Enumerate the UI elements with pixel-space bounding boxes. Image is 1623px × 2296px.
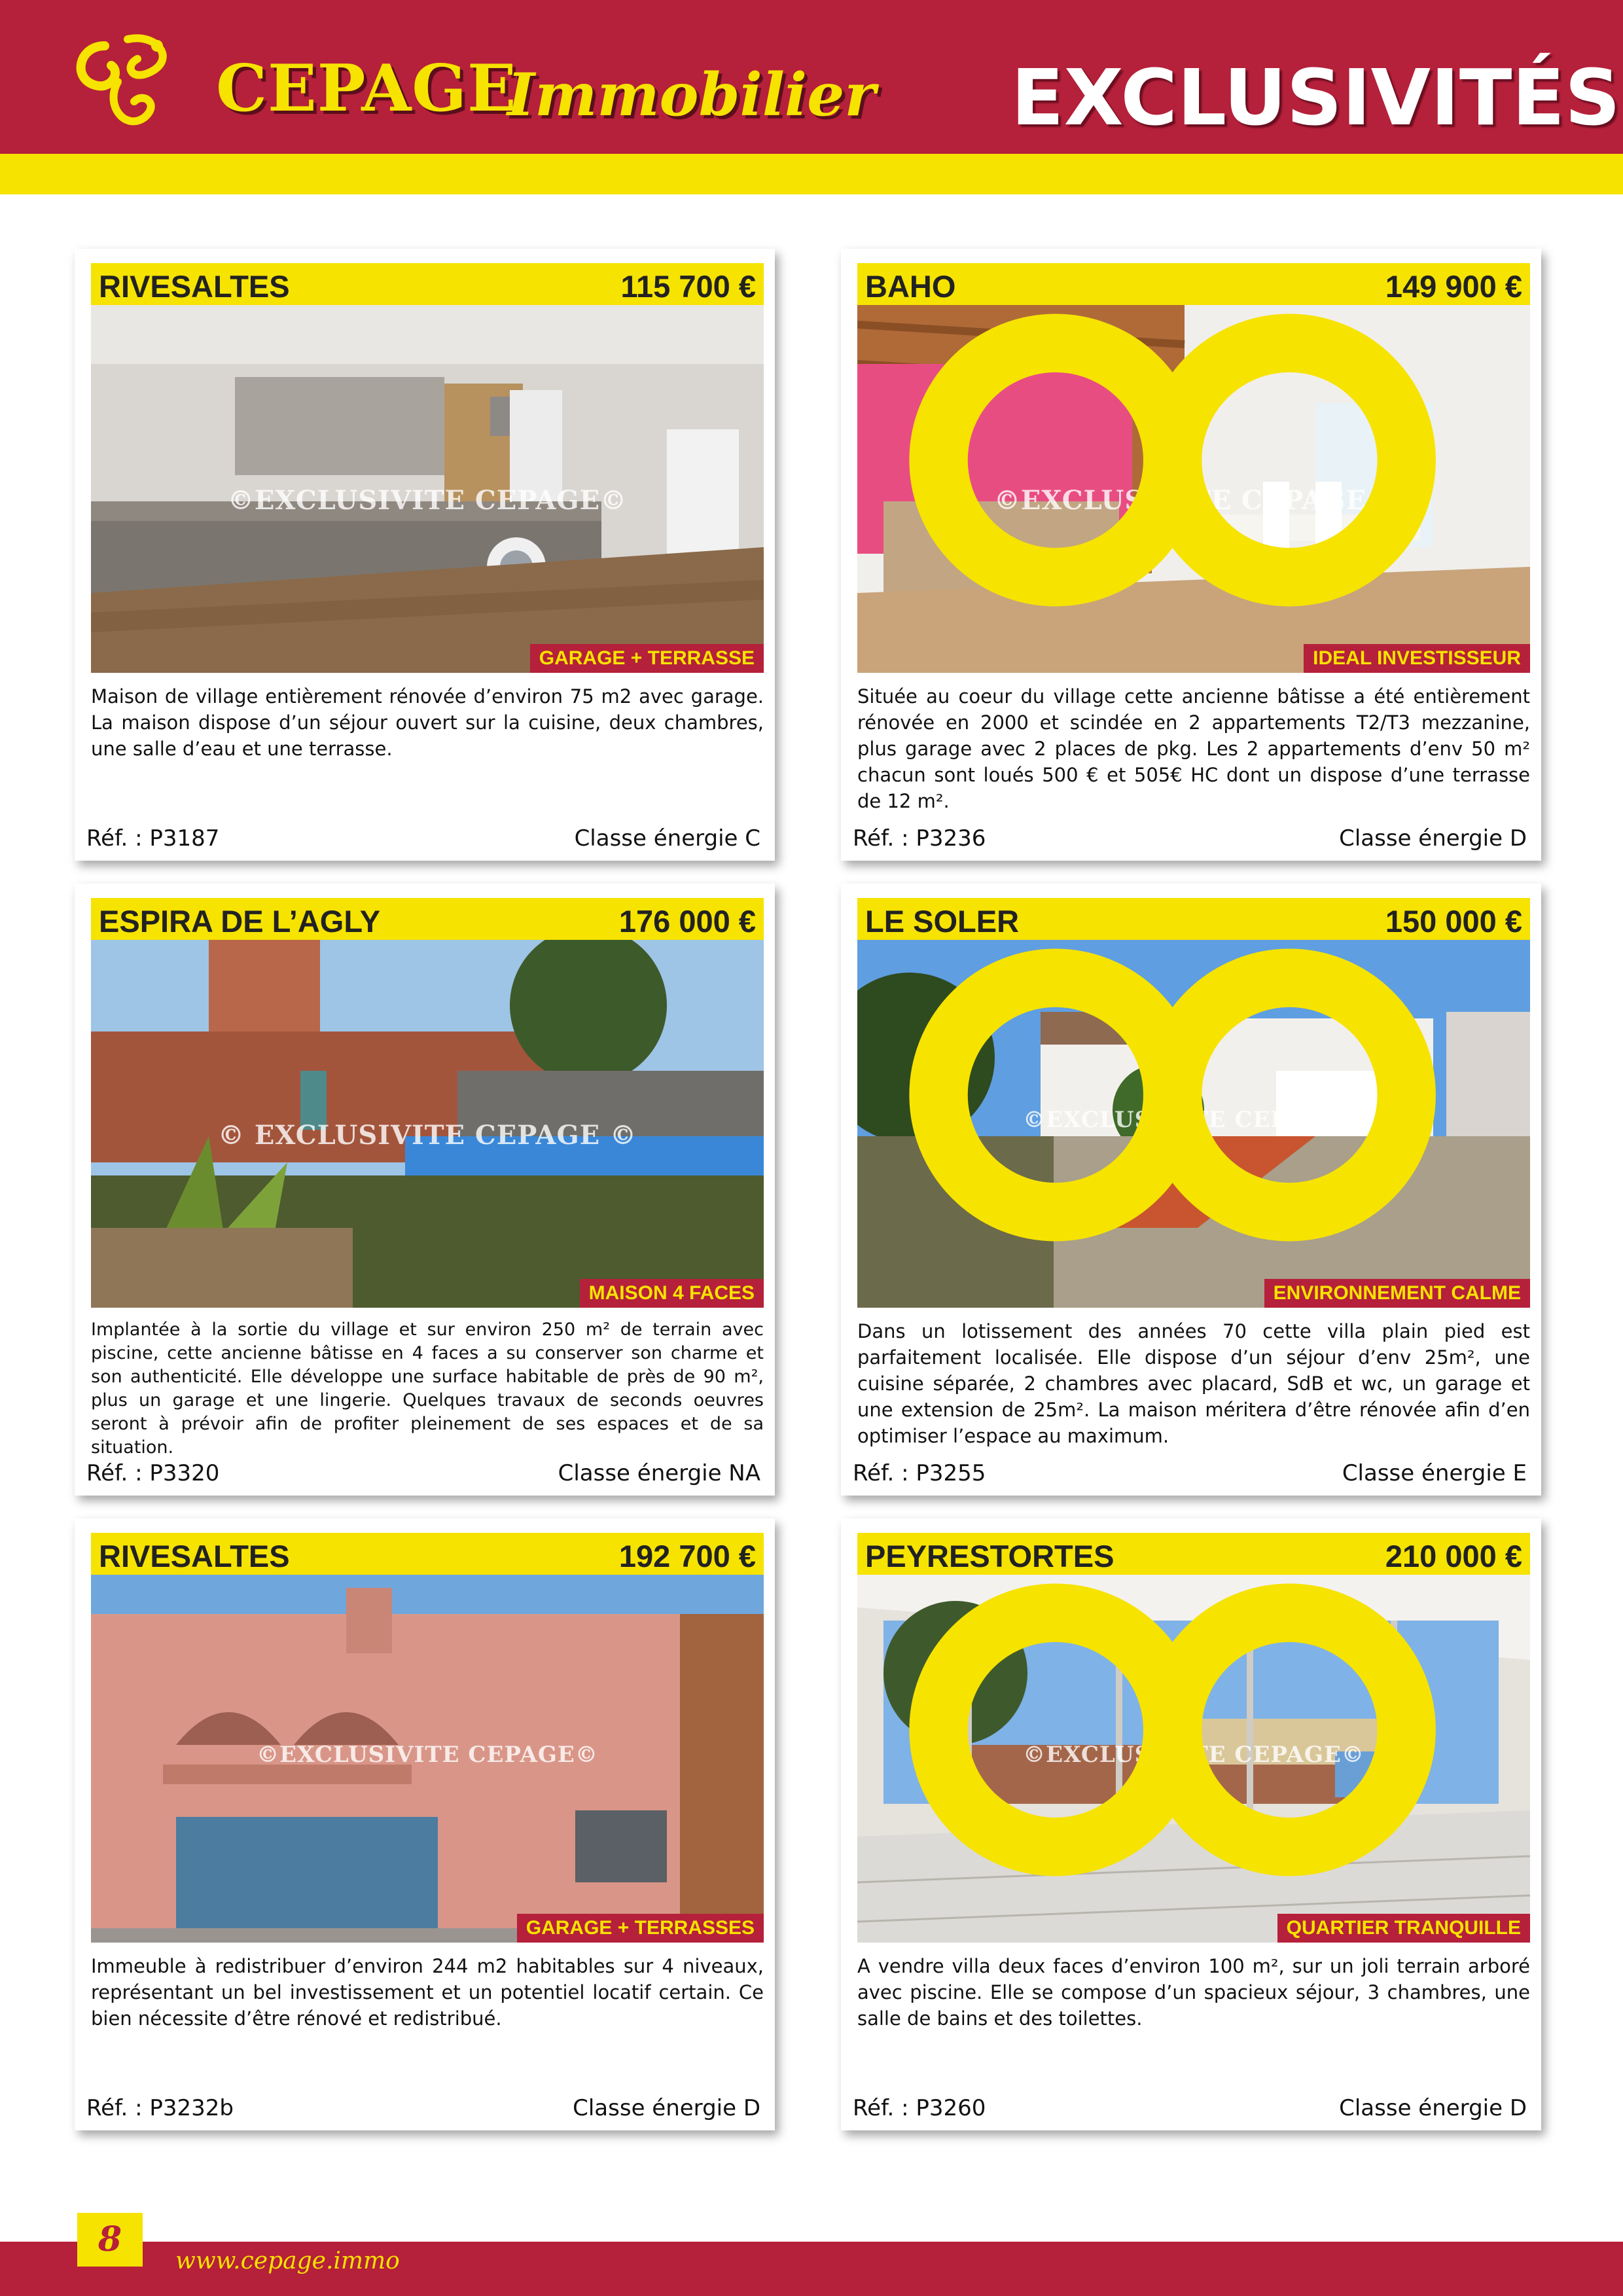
photo-watermark: ©EXCLUSIVITE CEPAGE© [227,485,628,516]
listing-price: 192 700 € [618,1539,756,1573]
listing-energy-class: Classe énergie NA [558,1460,760,1486]
listing-photo[interactable] [857,940,1530,1308]
listing-energy-class: Classe énergie D [573,2095,760,2121]
listing-photo[interactable] [91,940,764,1308]
listing-tag: IDEAL INVESTISSEUR [1304,644,1530,673]
photo-watermark: ©EXCLUSIVITE CEPAGE© [993,485,1394,516]
listing-tag: QUARTIER TRANQUILLE [1277,1914,1530,1943]
listing-price: 176 000 € [618,904,756,939]
listing-photo[interactable] [91,305,764,673]
photo-watermark: ©EXCLUSIVITE CEPAGE© [1023,1107,1364,1133]
photo-watermark: ©EXCLUSIVITE CEPAGE© [257,1742,598,1768]
listing-energy-class: Classe énergie D [1339,2095,1527,2121]
listing-town: LE SOLER [865,904,1020,939]
listing-header [91,898,764,940]
section-title: EXCLUSIVITÉS [1011,52,1620,143]
listing-header [91,263,764,305]
listing-header [857,898,1530,940]
listing-photo[interactable] [857,1575,1530,1943]
cepage-mini-logo-icon [857,940,1524,1279]
cepage-logo-icon [65,20,183,137]
brand-name: CEPAGE [216,51,517,126]
listing-card[interactable] [841,884,1541,1496]
listing-town: RIVESALTES [99,1539,290,1573]
listing-header [857,1533,1530,1575]
listing-energy-class: Classe énergie E [1342,1460,1527,1486]
listing-tag: GARAGE + TERRASSE [530,644,764,673]
listing-photo[interactable] [857,305,1530,673]
listing-description: Implantée à la sortie du village et sur environ 250 m² de terrain avec piscine, cette ancienne bâtisse en 4 faces a su conserver son charme et son authenticité. Elle développe une surface habitable de près de 90 m², plus un garage et une lingerie. Quelques travaux de seconds oeuvres seront à prévoir afin de profiter pleinement de ses espaces et de sa situation. [91,1319,764,1458]
listing-ref: Réf. : P3260 [853,2095,986,2121]
footer-website-link[interactable]: www.cepage.immo [175,2248,400,2274]
listing-header [91,1533,764,1575]
listing-ref: Réf. : P3320 [86,1460,220,1486]
listing-ref: Réf. : P3232b [86,2095,234,2121]
listing-energy-class: Classe énergie C [574,825,760,852]
listing-photo[interactable] [91,1575,764,1943]
listing-card[interactable] [75,1518,775,2130]
listing-card[interactable] [75,884,775,1496]
listing-ref: Réf. : P3255 [853,1460,986,1486]
listing-description: Située au coeur du village cette ancienne bâtisse a été entièrement rénovée en 2000 et scindée en 2 appartements T2/T3 mezzanine, plus garage avec 2 places de pkg. Les 2 appartements d’env 50 m² chacun sont loués 500 € et 505€ HC dont un dispose d’une terrasse de 12 m². [857,685,1530,812]
listing-card[interactable] [841,249,1541,861]
listing-price: 115 700 € [620,269,756,304]
listing-town: ESPIRA DE L’AGLY [99,904,381,939]
listing-town: PEYRESTORTES [865,1539,1115,1573]
cepage-mini-logo-icon [857,305,1524,644]
header-stripe [0,154,1623,194]
listing-tag: GARAGE + TERRASSES [517,1914,764,1943]
listing-ref: Réf. : P3187 [86,825,220,852]
listing-price: 149 900 € [1385,269,1522,304]
listing-energy-class: Classe énergie D [1339,825,1527,852]
listing-ref: Réf. : P3236 [853,825,986,852]
listing-description: Immeuble à redistribuer d’environ 244 m2 habitables sur 4 niveaux, représentant un bel investissement et un potentiel locatif certain. Ce bien nécessite d’être rénové et redistribué. [91,1955,764,2030]
listing-card[interactable] [841,1518,1541,2130]
page-number: 8 [77,2213,143,2267]
photo-watermark: © EXCLUSIVITE CEPAGE © [217,1120,637,1151]
brand-suffix: Immobilier [507,60,876,130]
listing-card[interactable] [75,249,775,861]
listing-tag: ENVIRONNEMENT CALME [1264,1279,1530,1308]
listing-town: RIVESALTES [99,269,290,304]
listing-price: 210 000 € [1385,1539,1522,1573]
cepage-mini-logo-icon [857,1575,1524,1914]
photo-watermark: ©EXCLUSIVITE CEPAGE© [1023,1742,1364,1768]
listing-description: Dans un lotissement des années 70 cette villa plain pied est parfaitement localisée. Elle dispose d’un séjour d’env 25m², une cuisine séparée, 2 chambres avec placard, SdB et wc, un garage et une extension de 25m². La maison méritera d’être rénovée afin d’en optimiser l’espace au maximum. [857,1320,1530,1447]
listing-description: A vendre villa deux faces d’environ 100 m², sur un joli terrain arboré avec piscine. Elle se compose d’un spacieux séjour, 3 chambres, une salle de bains et des toilettes. [857,1955,1530,2030]
listing-town: BAHO [865,269,956,304]
listing-price: 150 000 € [1385,904,1522,939]
listing-tag: MAISON 4 FACES [580,1279,764,1308]
listing-description: Maison de village entièrement rénovée d’environ 75 m2 avec garage. La maison dispose d’un séjour ouvert sur la cuisine, deux chambres, une salle d’eau et une terrasse. [91,685,764,760]
listing-header [857,263,1530,305]
